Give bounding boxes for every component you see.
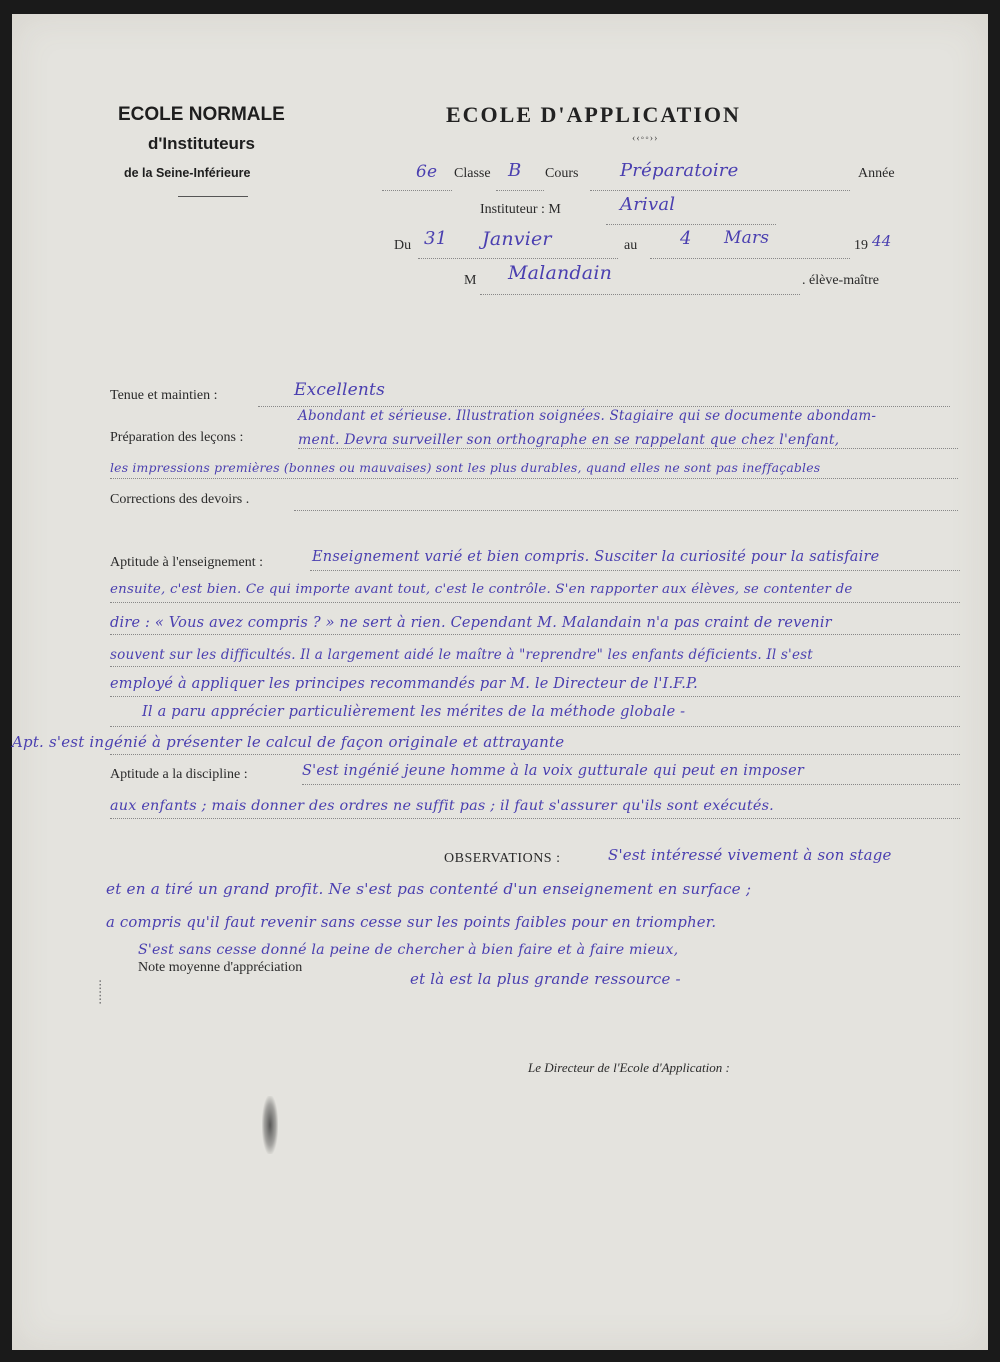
eleve-value: Malandain [508,262,613,284]
corrections-label: Corrections des devoirs . [110,492,250,507]
year-printed: 19 [854,238,868,253]
ink-smudge [262,1096,278,1154]
aptitude-ens-line-2: ensuite, c'est bien. Ce qui importe avant tout, c'est le contrôle. S'en rapporter aux élèves, se contenter de [110,582,853,597]
instituteur-value: Arival [620,194,676,215]
note-label: Note moyenne d'appréciation [138,960,303,975]
classe-number-value: 6e [416,162,438,182]
tenue-value: Excellents [294,380,386,400]
aptitude-ens-line-4: souvent sur les difficultés. Il a largement aidé le maître à "reprendre" les enfants déficients. Il s'est [110,647,813,663]
instituteur-label: Instituteur : M [480,202,561,217]
aptitude-disc-line-1: S'est ingénié jeune homme à la voix gutturale qui peut en imposer [302,763,804,779]
cours-label: Cours [545,166,579,181]
aptitude-disc-line-2: aux enfants ; mais donner des ordres ne suffit pas ; il faut s'assurer qu'ils sont exécutés. [110,798,774,814]
document-sheet [12,14,988,1350]
au-label: au [624,238,638,253]
preparation-label: Préparation des leçons : [110,430,244,445]
au-month-value: Mars [724,228,770,248]
annee-label: Année [858,166,895,181]
tenue-label: Tenue et maintien : [110,388,218,403]
eleve-label: . élève-maître [802,273,879,288]
aptitude-ens-line-5: employé à appliquer les principes recommandés par M. le Directeur de l'I.F.P. [110,676,698,692]
printer-mark: ▪ ▪ ▪ ▪ ▪ ▪ ▪ [98,980,104,1004]
preparation-line-3: les impressions premières (bonnes ou mauvaises) sont les plus durables, quand elles ne sont pas ineffaçables [110,460,821,475]
observations-line-4: S'est sans cesse donné la peine de chercher à bien faire et à faire mieux, [138,942,679,958]
school-name: ECOLE NORMALE [118,104,285,125]
observations-line-3: a compris qu'il faut revenir sans cesse sur les points faibles pour en triompher. [106,914,717,931]
classe-label: Classe [454,166,491,181]
eleve-m-label: M [464,273,477,288]
du-day-value: 31 [424,228,448,249]
observations-line-5: et là est la plus grande ressource - [410,970,681,988]
aptitude-ens-line-3: dire : « Vous avez compris ? » ne sert à rien. Cependant M. Malandain n'a pas craint de revenir [110,615,832,631]
school-region: de la Seine-Inférieure [124,166,251,180]
school-subtitle: d'Instituteurs [148,134,255,153]
cours-value: Préparatoire [620,160,739,181]
au-day-value: 4 [680,228,692,249]
aptitude-enseignement-label: Aptitude à l'enseignement : [110,555,263,570]
apt-margin-note: Apt. s'est ingénié à présenter le calcul de façon originale et attrayante [12,733,565,751]
observations-label: OBSERVATIONS : [444,851,561,866]
form-title: ECOLE D'APPLICATION [446,102,741,127]
du-month-value: Janvier [482,228,552,250]
preparation-line-2: ment. Devra surveiller son orthographe en se rappelant que chez l'enfant, [298,432,840,448]
aptitude-ens-line-6: Il a paru apprécier particulièrement les mérites de la méthode globale - [142,704,686,720]
du-label: Du [394,238,412,253]
observations-line-1: S'est intéressé vivement à son stage [608,846,892,864]
observations-line-2: et en a tiré un grand profit. Ne s'est pas contenté d'un enseignement en surface ; [106,880,752,898]
aptitude-discipline-label: Aptitude a la discipline : [110,767,248,782]
classe-letter-value: B [508,160,522,181]
aptitude-ens-line-1: Enseignement varié et bien compris. Susciter la curiosité pour la satisfaire [312,549,880,565]
year-suffix-value: 44 [872,232,892,250]
header-divider [178,196,248,197]
director-label: Le Directeur de l'Ecole d'Application : [528,1060,730,1075]
preparation-line-1: Abondant et sérieuse. Illustration soignées. Stagiaire qui se documente abondam- [298,408,877,424]
title-ornament: ‹‹◦◦›› [632,133,659,144]
